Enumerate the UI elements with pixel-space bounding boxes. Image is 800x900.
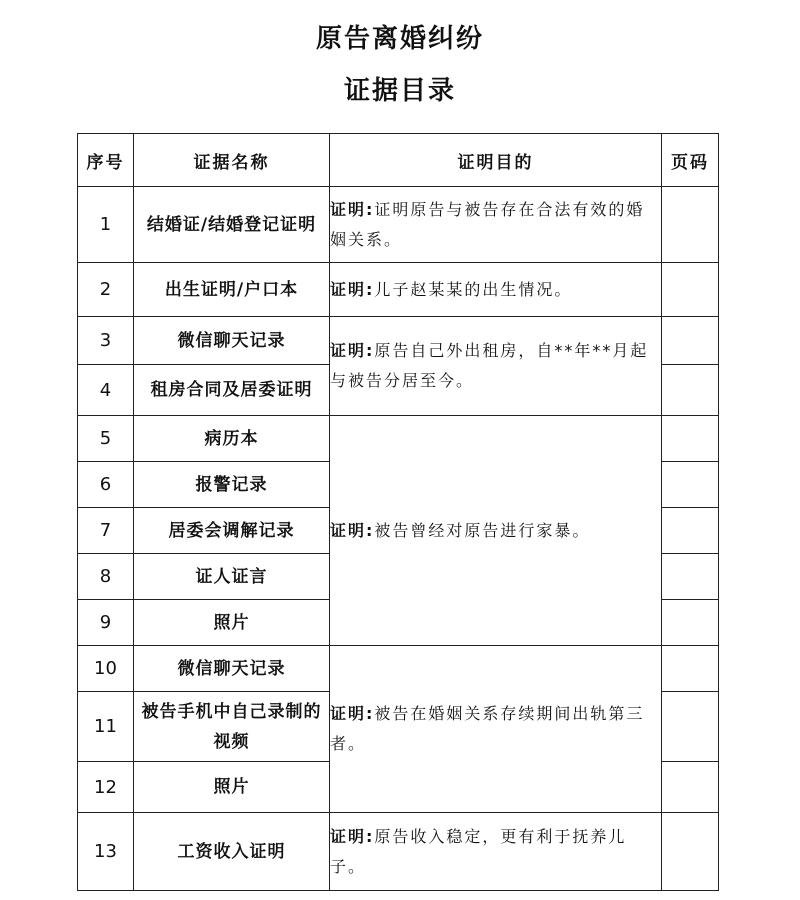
header-name: 证据名称 — [134, 134, 330, 187]
evidence-table — [77, 133, 719, 891]
table-row — [78, 187, 719, 263]
row-name: 微信聊天记录 — [134, 317, 330, 365]
row-purpose — [330, 187, 662, 263]
row-name: 被告手机中自己录制的视频 — [134, 692, 330, 762]
row-page — [662, 365, 719, 416]
purpose-text: 儿子赵某某的出生情况。 — [374, 279, 573, 299]
row-num: 2 — [78, 263, 134, 317]
purpose-label: 证明: — [330, 199, 375, 219]
row-name: 工资收入证明 — [134, 813, 330, 891]
row-name: 证人证言 — [134, 554, 330, 600]
row-num: 5 — [78, 416, 134, 462]
row-name: 病历本 — [134, 416, 330, 462]
document-title: 原告离婚纠纷 — [315, 24, 484, 54]
row-num: 13 — [78, 813, 134, 891]
purpose-label: 证明: — [330, 279, 375, 299]
row-num: 12 — [78, 762, 134, 813]
row-page — [662, 554, 719, 600]
header-page: 页码 — [662, 134, 719, 187]
row-page — [662, 600, 719, 646]
row-num: 10 — [78, 646, 134, 692]
row-purpose — [330, 263, 662, 317]
purpose-label: 证明: — [330, 341, 375, 360]
table-row — [78, 646, 719, 692]
row-num: 6 — [78, 462, 134, 508]
row-name: 微信聊天记录 — [134, 646, 330, 692]
row-name: 租房合同及居委证明 — [134, 365, 330, 416]
row-num: 7 — [78, 508, 134, 554]
row-page — [662, 187, 719, 263]
row-name: 报警记录 — [134, 462, 330, 508]
row-purpose — [330, 813, 662, 891]
row-page — [662, 263, 719, 317]
row-num: 1 — [78, 187, 134, 263]
row-name: 结婚证/结婚登记证明 — [134, 187, 330, 263]
header-purpose: 证明目的 — [330, 134, 662, 187]
purpose-text: 被告在婚姻关系存续期间出轨第三者。 — [330, 704, 645, 753]
table-row — [78, 813, 719, 891]
purpose-label: 证明: — [330, 704, 375, 723]
purpose-label: 证明: — [330, 826, 375, 846]
table-row — [78, 416, 719, 462]
row-purpose — [330, 317, 662, 416]
row-page — [662, 462, 719, 508]
row-name: 照片 — [134, 600, 330, 646]
document-subtitle: 证据目录 — [343, 76, 456, 106]
purpose-text: 被告曾经对原告进行家暴。 — [374, 520, 591, 540]
row-purpose — [330, 646, 662, 813]
table-row — [78, 263, 719, 317]
row-num: 11 — [78, 692, 134, 762]
purpose-text: 证明原告与被告存在合法有效的婚姻关系。 — [330, 199, 645, 249]
purpose-label: 证明: — [330, 520, 375, 540]
row-page — [662, 317, 719, 365]
table-header-row — [78, 134, 719, 187]
row-page — [662, 508, 719, 554]
row-page — [662, 692, 719, 762]
row-page — [662, 813, 719, 891]
header-num: 序号 — [78, 134, 134, 187]
row-page — [662, 762, 719, 813]
row-name: 居委会调解记录 — [134, 508, 330, 554]
row-num: 3 — [78, 317, 134, 365]
row-num: 9 — [78, 600, 134, 646]
row-name: 出生证明/户口本 — [134, 263, 330, 317]
row-num: 4 — [78, 365, 134, 416]
row-page — [662, 646, 719, 692]
table-row — [78, 317, 719, 365]
purpose-text: 原告收入稳定，更有利于抚养儿子。 — [330, 826, 627, 876]
purpose-text: 原告自己外出租房，自**年**月起与被告分居至今。 — [330, 341, 649, 390]
row-name: 照片 — [134, 762, 330, 813]
row-purpose — [330, 416, 662, 646]
row-page — [662, 416, 719, 462]
row-num: 8 — [78, 554, 134, 600]
